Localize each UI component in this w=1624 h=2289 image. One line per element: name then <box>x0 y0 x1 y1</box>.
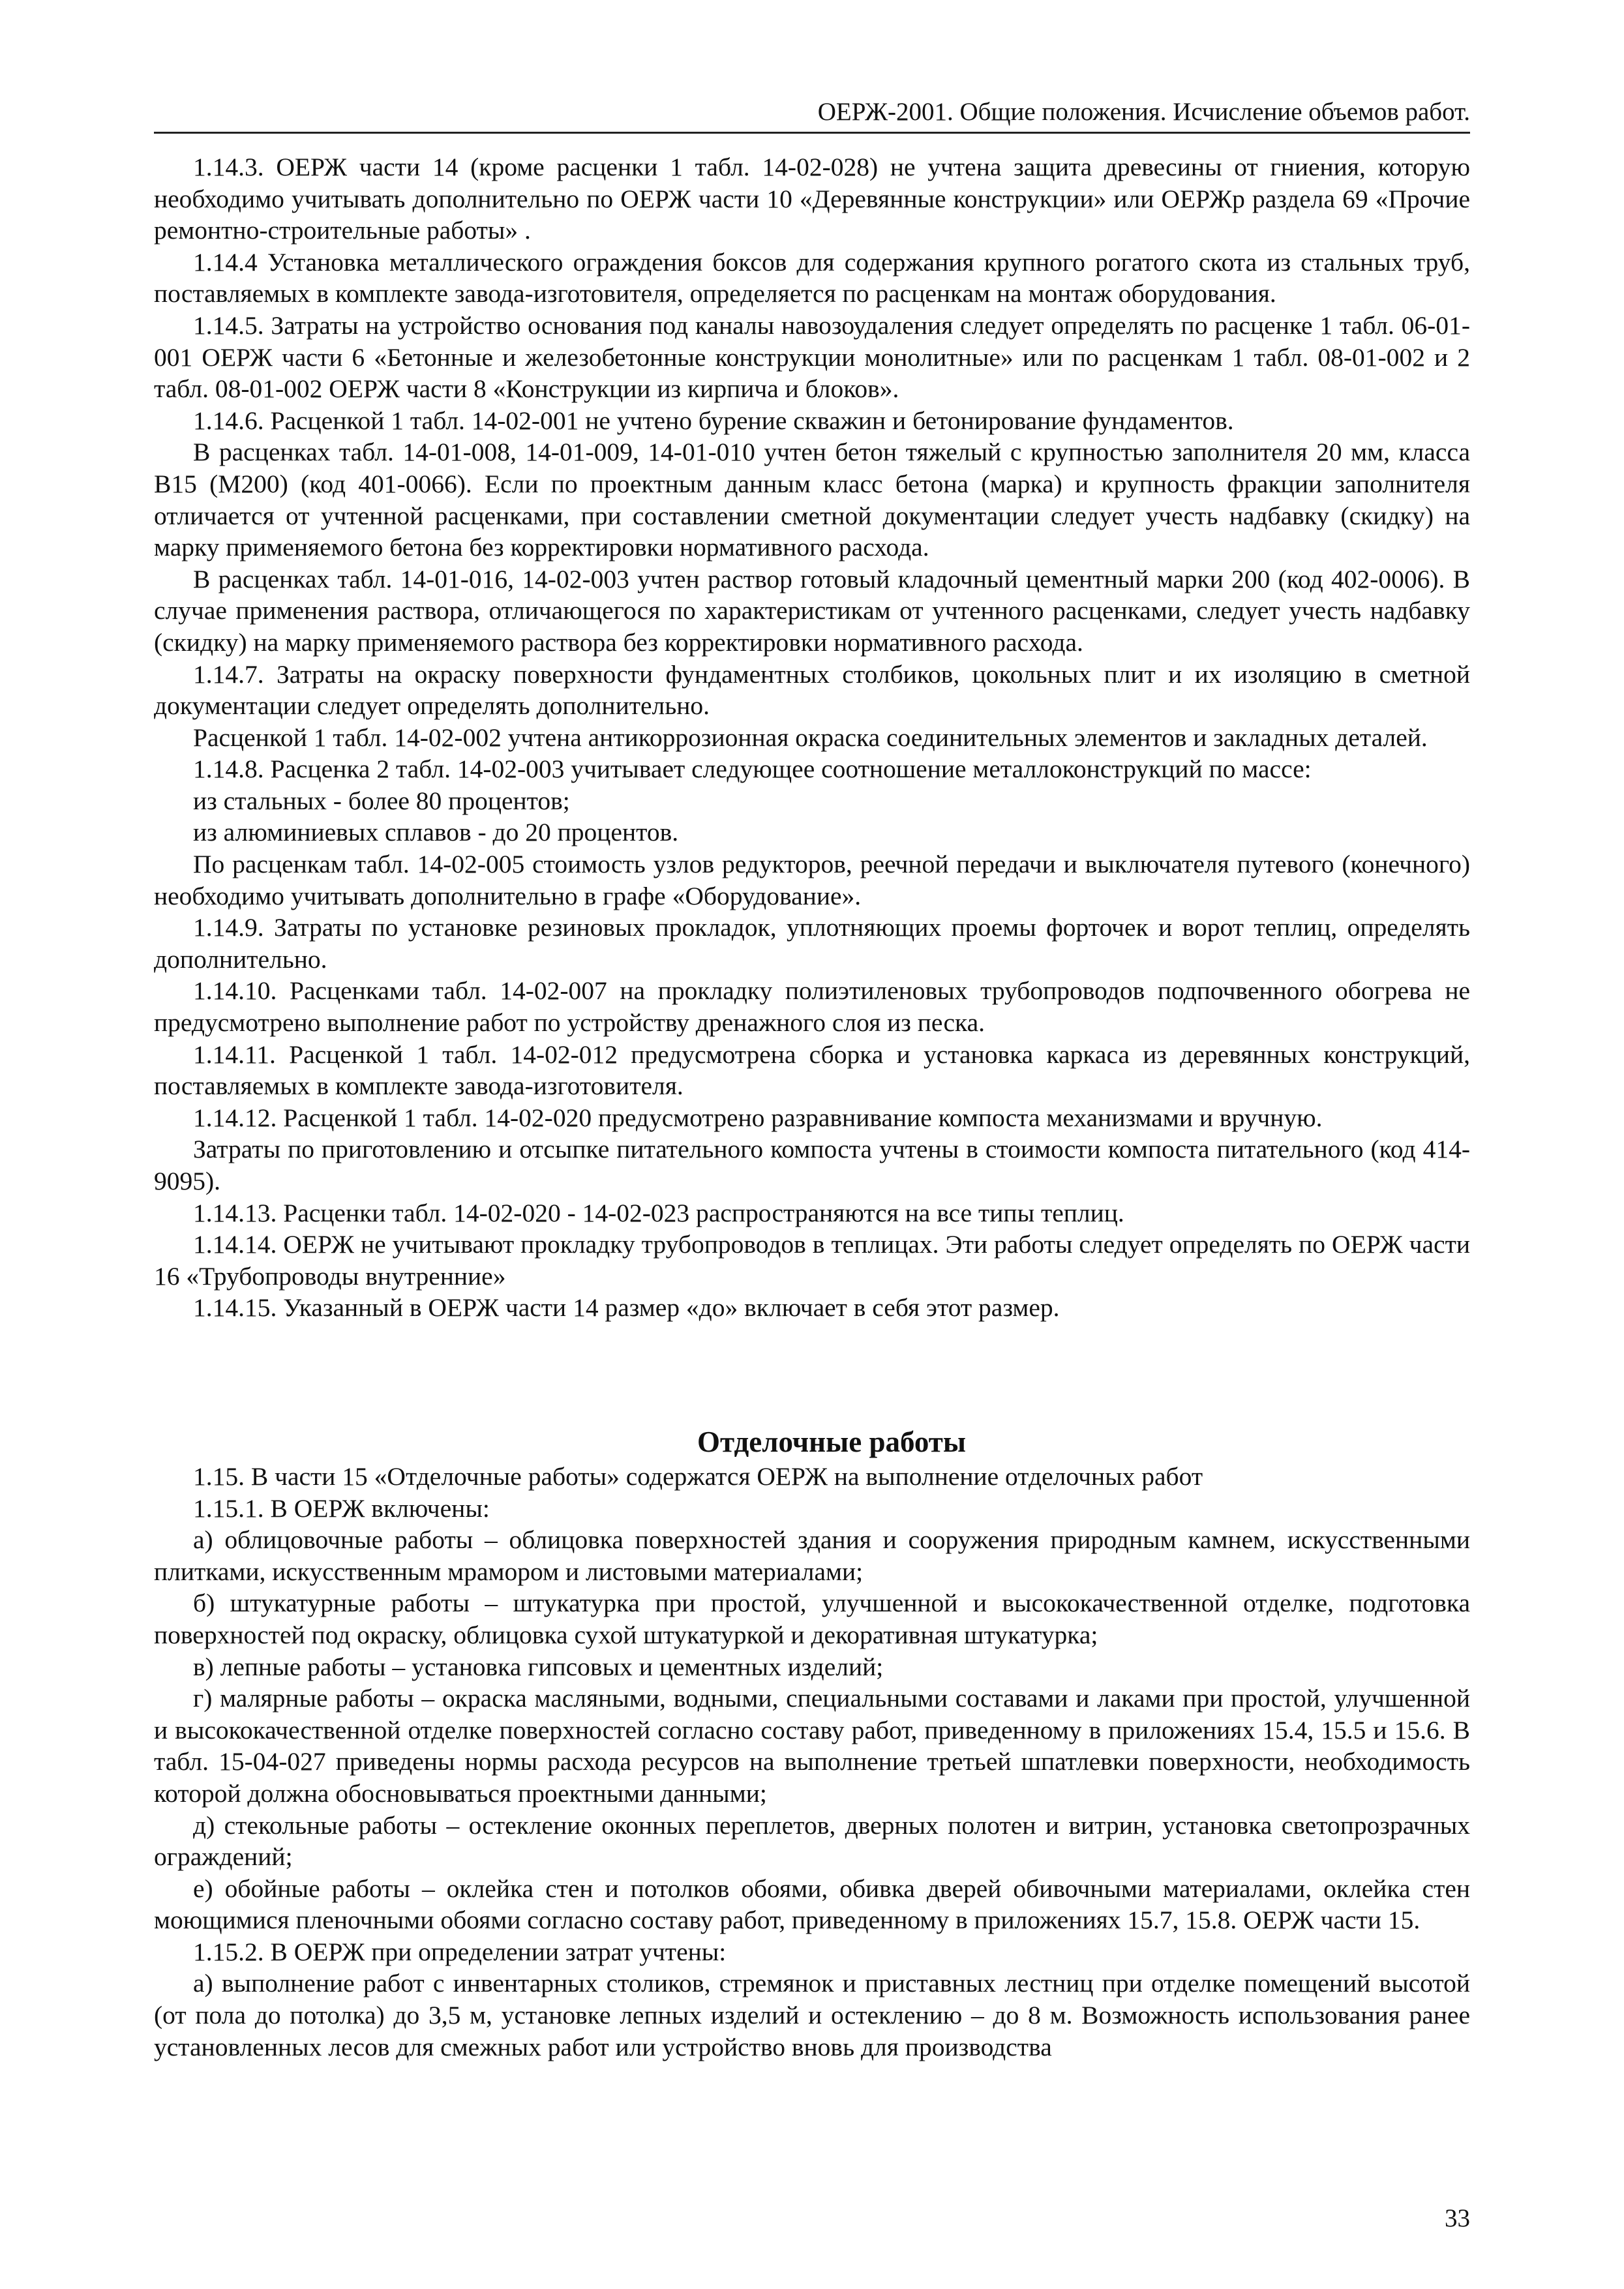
paragraph: 1.15.2. В ОЕРЖ при определении затрат учтены: <box>193 1937 727 1966</box>
paragraph: 1.14.3. ОЕРЖ части 14 (кроме расценки 1 табл. 14-02-028) не учтена защита древесины от гниения, которую необходимо учитывать дополнительно по ОЕРЖ части 10 «Деревянные конструкции» или ОЕРЖр раздела 69 «Прочие ремонтно-строительные работы» . <box>154 153 1470 245</box>
paragraph: б) штукатурные работы – штукатурка при простой, улучшенной и высококачественной отделке, подготовка поверхностей под окраску, облицовка сухой штукатуркой и декоративная штукатурка; <box>154 1589 1470 1649</box>
paragraph: 1.14.9. Затраты по установке резиновых прокладок, уплотняющих проемы форточек и ворот теплиц, определять дополнительно. <box>154 913 1470 974</box>
paragraph: 1.15. В части 15 «Отделочные работы» содержатся ОЕРЖ на выполнение отделочных работ <box>193 1461 1203 1491</box>
paragraph: В расценках табл. 14-01-008, 14-01-009, 14-01-010 учтен бетон тяжелый с крупностью заполнителя 20 мм, класса В15 (М200) (код 401-0066). Если по проектным данным класс бетона (марка) и крупность фракции заполнителя отличается от учтенной расценками, при составлении сметной документации следует учесть надбавку (скидку) на марку применяемого бетона без корректировки нормативного расхода. <box>154 438 1470 562</box>
section-livestock-greenhouse-notes <box>154 151 1470 1324</box>
paragraph: 1.14.4 Установка металлического ограждения боксов для содержания крупного рогатого скота из стальных труб, поставляемых в комплекте завода-изготовителя, определяется по расценкам на монтаж оборудования. <box>154 247 1470 308</box>
paragraph: 1.14.7. Затраты на окраску поверхности фундаментных столбиков, цокольных плит и их изоляцию в сметной документации следует определять дополнительно. <box>154 659 1470 721</box>
paragraph: Затраты по приготовлению и отсыпке питательного компоста учтены в стоимости компоста питательного (код 414-9095). <box>154 1135 1470 1195</box>
paragraph: В расценках табл. 14-01-016, 14-02-003 учтен раствор готовый кладочный цементный марки 200 (код 402-0006). В случае применения раствора, отличающегося по характеристикам от учтенного расценками, следует учесть надбавку (скидку) на марку применяемого раствора без корректировки нормативного расхода. <box>154 564 1470 657</box>
paragraph: Расценкой 1 табл. 14-02-002 учтена антикоррозионная окраска соединительных элементов и закладных деталей. <box>193 723 1428 752</box>
paragraph: в) лепные работы – установка гипсовых и цементных изделий; <box>193 1652 884 1681</box>
paragraph: 1.14.15. Указанный в ОЕРЖ части 14 размер «до» включает в себя этот размер. <box>193 1293 1060 1323</box>
page-number: 33 <box>1445 2204 1470 2232</box>
paragraph: 1.14.11. Расценкой 1 табл. 14-02-012 предусмотрена сборка и установка каркаса из деревянных конструкций, поставляемых в комплекте завода-изготовителя. <box>154 1040 1470 1101</box>
paragraph: 1.15.1. В ОЕРЖ включены: <box>193 1493 490 1523</box>
section-heading: Отделочные работы <box>697 1425 967 1458</box>
paragraph: 1.14.14. ОЕРЖ не учитывают прокладку трубопроводов в теплицах. Эти работы следует определять по ОЕРЖ части 16 «Трубопроводы внутренние» <box>154 1230 1470 1291</box>
paragraph: из стальных - более 80 процентов; <box>193 786 570 815</box>
paragraph: 1.14.10. Расценками табл. 14-02-007 на прокладку полиэтиленовых трубопроводов подпочвенного обогрева не предусмотрено выполнение работ по устройству дренажного слоя из песка. <box>154 976 1470 1038</box>
section-gap <box>154 1324 1470 1423</box>
paragraph: 1.14.6. Расценкой 1 табл. 14-02-001 не учтено бурение скважин и бетонирование фундаментов. <box>193 406 1234 435</box>
running-header: ОЕРЖ-2001. Общие положения. Исчисление объемов работ. <box>154 97 1470 134</box>
paragraph: По расценкам табл. 14-02-005 стоимость узлов редукторов, реечной передачи и выключателя путевого (конечного) необходимо учитывать дополнительно в графе «Оборудование». <box>154 850 1470 910</box>
paragraph: г) малярные работы – окраска масляными, водными, специальными составами и лаками при простой, улучшенной и высококачественной отделке поверхностей согласно составу работ, приведенному в приложениях 15.4, 15.5 и 15.6. В табл. 15-04-027 приведены нормы расхода ресурсов на выполнение третьей шпатлевки поверхности, необходимость которой должна обосновываться проектными данными; <box>154 1684 1470 1808</box>
paragraph: 1.14.12. Расценкой 1 табл. 14-02-020 предусмотрено разравнивание компоста механизмами и вручную. <box>193 1103 1323 1132</box>
paragraph: из алюминиевых сплавов - до 20 процентов. <box>193 818 679 847</box>
paragraph: д) стекольные работы – остекление оконных переплетов, дверных полотен и витрин, установка светопрозрачных ограждений; <box>154 1810 1470 1872</box>
paragraph: 1.14.13. Расценки табл. 14-02-020 - 14-02-023 распространяются на все типы теплиц. <box>193 1198 1124 1227</box>
document-body <box>154 151 1470 2063</box>
paragraph: а) облицовочные работы – облицовка поверхностей здания и сооружения природным камнем, искусственными плитками, искусственным мрамором и листовыми материалами; <box>154 1525 1470 1586</box>
paragraph: е) обойные работы – оклейка стен и потолков обоями, обивка дверей обивочными материалами, оклейка стен моющимися пленочными обоями согласно составу работ, приведенному в приложениях 15.7, 15.8. ОЕРЖ части 15. <box>154 1874 1470 1935</box>
paragraph: а) выполнение работ с инвентарных столиков, стремянок и приставных лестниц при отделке помещений высотой (от пола до потолка) до 3,5 м, установке лепных изделий и остеклению – до 8 м. Возможность использования ранее установленных лесов для смежных работ или устройство вновь для производства <box>154 1969 1470 2061</box>
paragraph: 1.14.5. Затраты на устройство основания под каналы навозоудаления следует определять по расценке 1 табл. 06-01-001 ОЕРЖ части 6 «Бетонные и железобетонные конструкции монолитные» или по расценкам 1 табл. 08-01-002 и 2 табл. 08-01-002 ОЕРЖ части 8 «Конструкции из кирпича и блоков». <box>154 310 1470 404</box>
section-finishing-works <box>154 1461 1470 2063</box>
paragraph: 1.14.8. Расценка 2 табл. 14-02-003 учитывает следующее соотношение металлоконструкций по массе: <box>193 755 1312 784</box>
